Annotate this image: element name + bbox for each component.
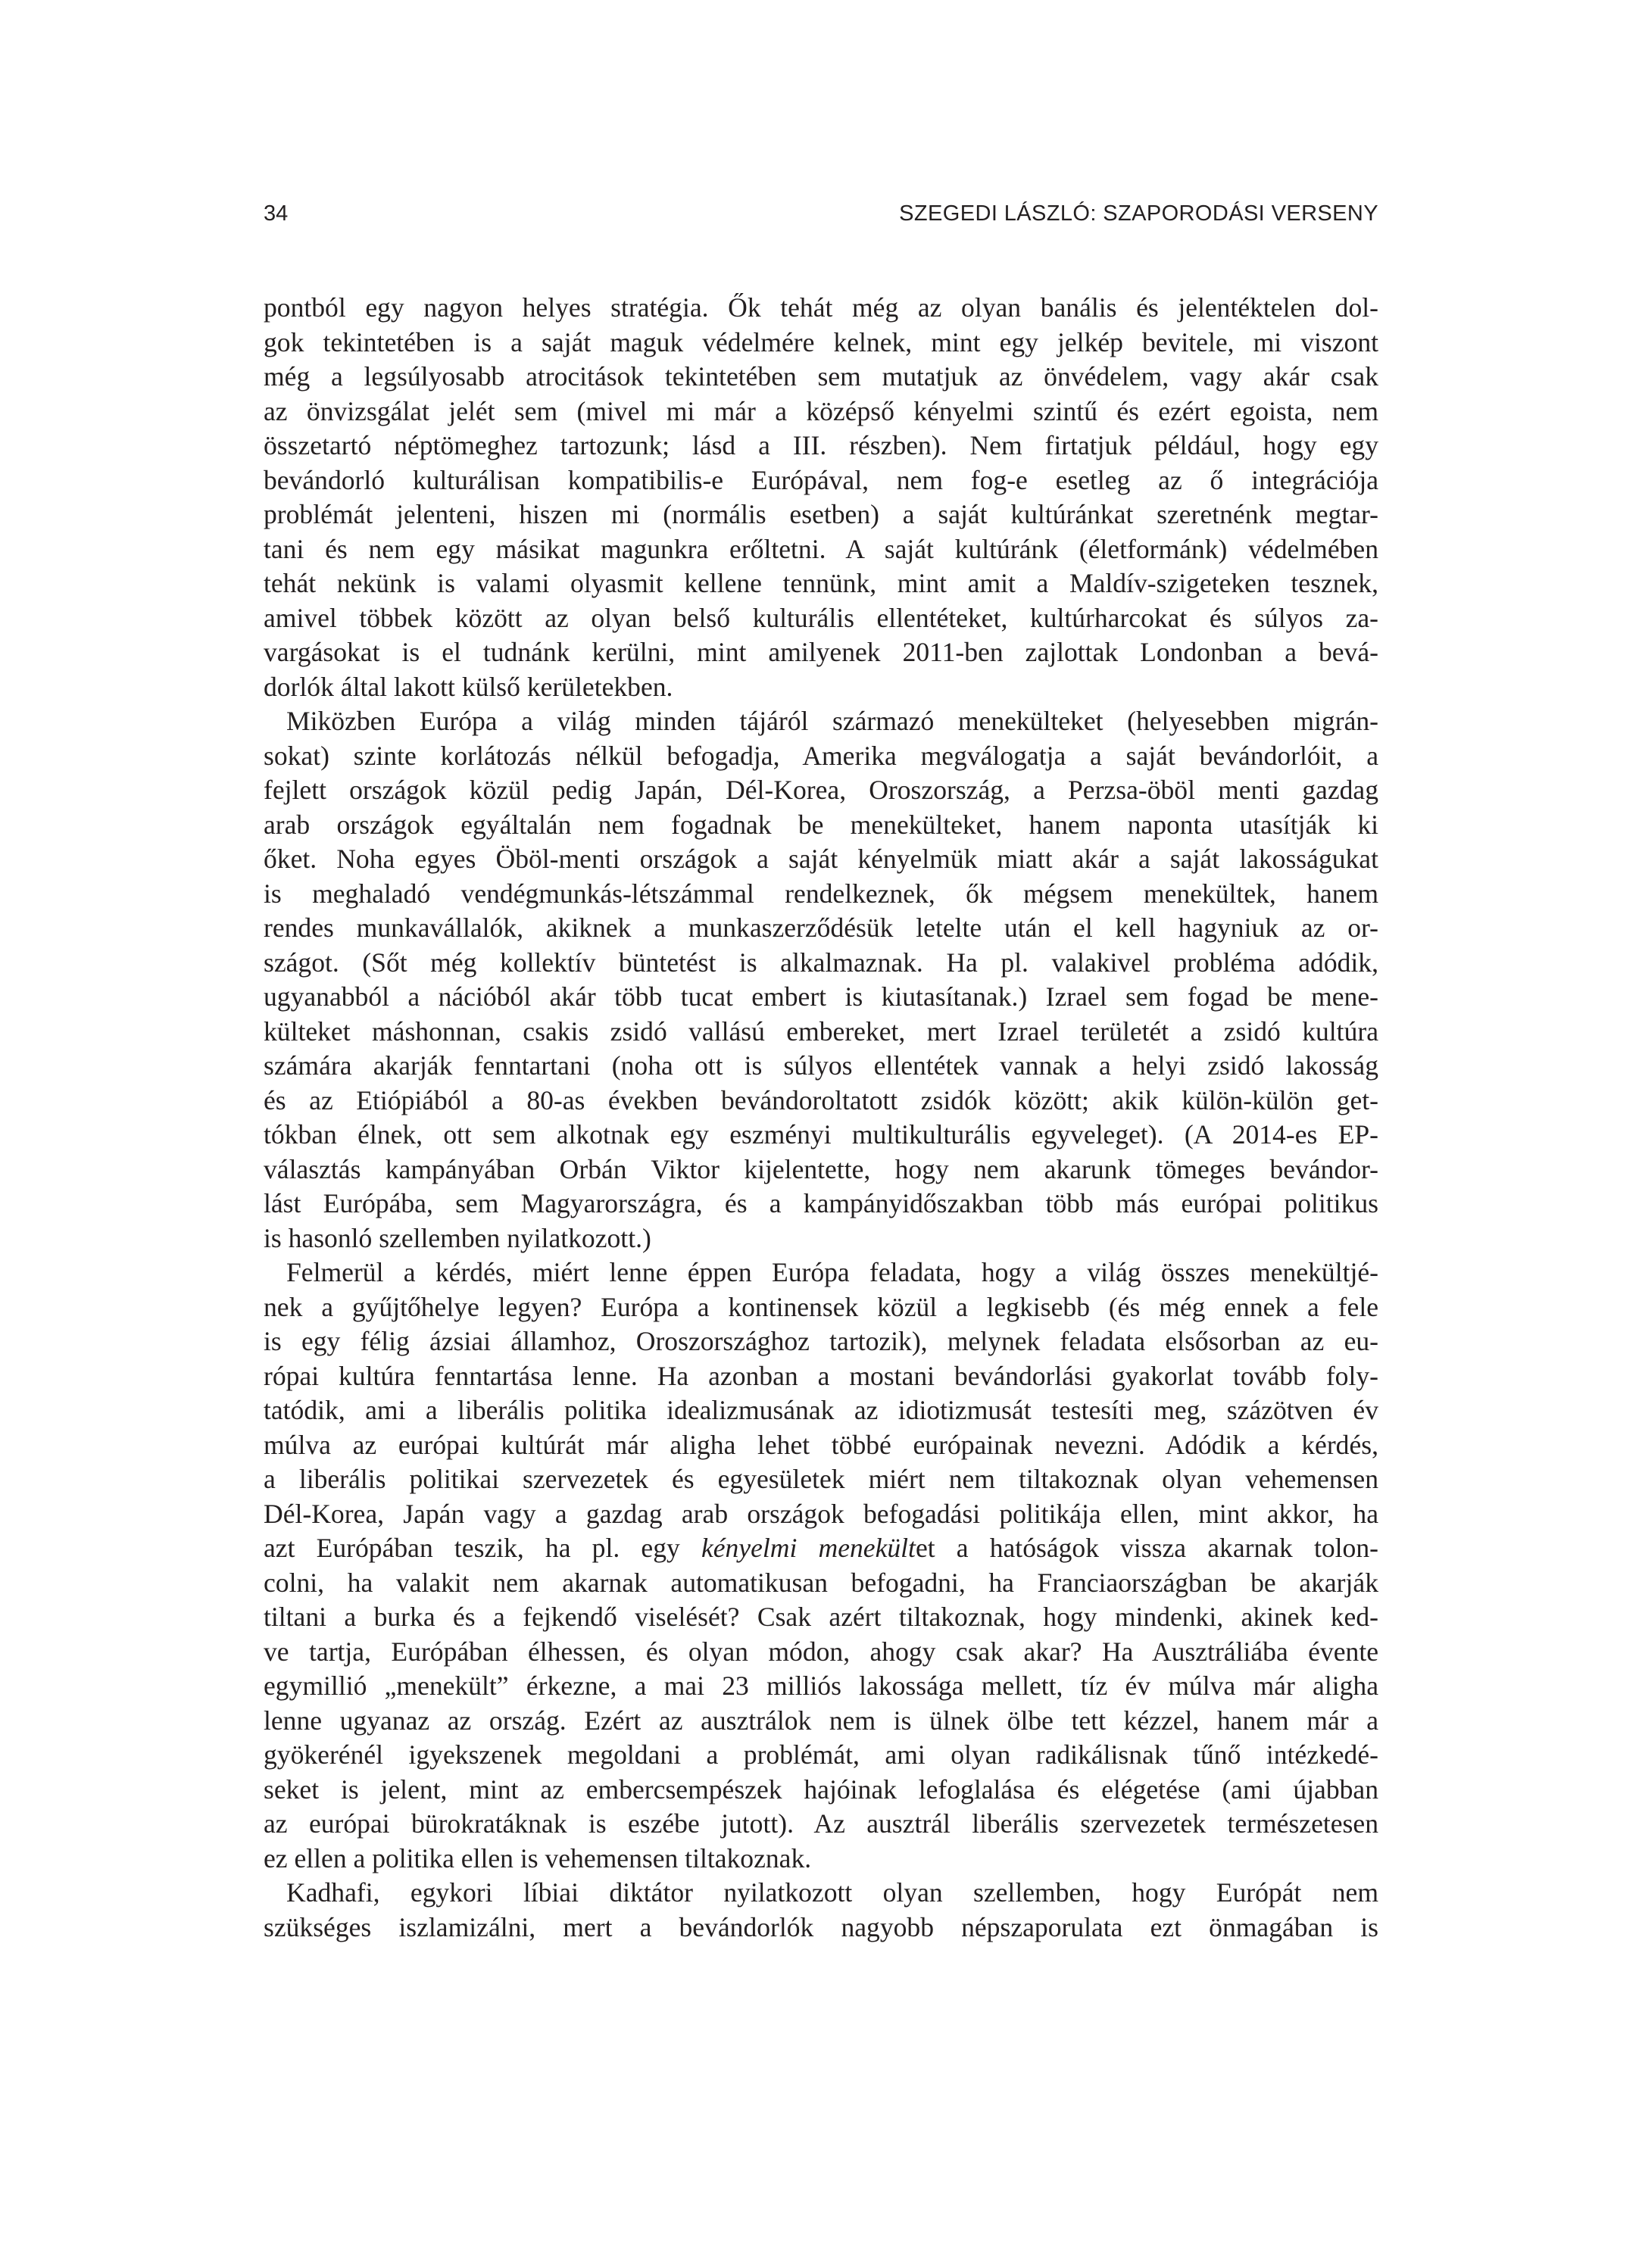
text-line: az európai bürokratáknak is eszébe jutott). Az ausztrál liberális szervezetek természetesen	[264, 1808, 1378, 1839]
text-line: rendes munkavállalók, akiknek a munkaszerződésük letelte után el kell hagyniuk az or-	[264, 913, 1378, 943]
text-line: lást Európába, sem Magyarországra, és a kampányidőszakban több más európai politikus	[264, 1188, 1378, 1218]
text-line: is egy félig ázsiai államhoz, Oroszországhoz tartozik), melynek feladata elsősorban az eu-	[264, 1326, 1378, 1356]
text-line: vargásokat is el tudnánk kerülni, mint amilyenek 2011-ben zajlottak Londonban a bevá-	[264, 637, 1378, 667]
text-line: múlva az európai kultúrát már aligha lehet többé európainak nevezni. Adódik a kérdés,	[264, 1429, 1378, 1460]
text-line: fejlett országok közül pedig Japán, Dél-Korea, Oroszország, a Perzsa-öböl menti gazdag	[264, 775, 1378, 805]
text-line: tehát nekünk is valami olyasmit kellene tennünk, mint amit a Maldív-szigeteken tesznek,	[264, 568, 1378, 598]
text-line: gyökerénél igyekszenek megoldani a problémát, ami olyan radikálisnak tűnő intézkedé-	[264, 1739, 1378, 1770]
text-line: pontból egy nagyon helyes stratégia. Ők tehát még az olyan banális és jelentéktelen dol-	[264, 292, 1378, 323]
text-line: szágot. (Sőt még kollektív büntetést is alkalmaznak. Ha pl. valakivel probléma adódik,	[264, 947, 1378, 978]
text-line: és az Etiópiából a 80-as években bevándoroltatott zsidók között; akik külön-külön get-	[264, 1084, 1378, 1115]
text-line: bevándorló kulturálisan kompatibilis-e Európával, nem fog-e esetleg az ő integrációja	[264, 464, 1378, 495]
text-line: még a legsúlyosabb atrocitások tekintetében sem mutatjuk az önvédelem, vagy akár csak	[264, 361, 1378, 392]
text-line: sokat) szinte korlátozás nélkül befogadja, Amerika megválogatja a saját bevándorlóit, a	[264, 740, 1378, 771]
text-line	[264, 1531, 1378, 1566]
text-line: tókban élnek, ott sem alkotnak egy eszményi multikulturális egyveleget). (A 2014-es EP-	[264, 1119, 1378, 1150]
text-line: egymillió „menekült” érkezne, a mai 23 milliós lakossága mellett, tíz év múlva már aligha	[264, 1671, 1378, 1701]
text-run: azt Európában teszik, ha pl. egy	[264, 1533, 701, 1563]
text-line: választás kampányában Orbán Viktor kijelentette, hogy nem akarunk tömeges bevándor-	[264, 1153, 1378, 1184]
text-line: Miközben Európa a világ minden tájáról származó menekülteket (helyesebben migrán-	[286, 706, 1378, 736]
text-line: problémát jelenteni, hiszen mi (normális esetben) a saját kultúránkat szeretnénk megtar-	[264, 499, 1378, 529]
text-line: számára akarják fenntartani (noha ott is súlyos ellentétek vannak a helyi zsidó lakosság	[264, 1050, 1378, 1081]
text-line: dorlók által lakott külső kerületekben.	[264, 671, 673, 702]
text-line: Felmerül a kérdés, miért lenne éppen Európa feladata, hogy a világ összes menekültjé-	[286, 1257, 1378, 1287]
text-line: arab országok egyáltalán nem fogadnak be menekülteket, hanem naponta utasítják ki	[264, 809, 1378, 840]
text-line: gok tekintetében is a saját maguk védelmére kelnek, mint egy jelkép bevitele, mi viszont	[264, 326, 1378, 357]
text-line: az önvizsgálat jelét sem (mivel mi már a középső kényelmi szintű és ezért egoista, nem	[264, 395, 1378, 426]
text-line: is meghaladó vendégmunkás-létszámmal rendelkeznek, ők mégsem menekültek, hanem	[264, 878, 1378, 909]
text-line: ve tartja, Európában élhessen, és olyan módon, ahogy csak akar? Ha Ausztráliába évente	[264, 1636, 1378, 1667]
text-line: Kadhafi, egykori líbiai diktátor nyilatkozott olyan szellemben, hogy Európát nem	[286, 1877, 1378, 1908]
text-line: a liberális politikai szervezetek és egyesületek miért nem tiltakoznak olyan vehemensen	[264, 1464, 1378, 1494]
text-line: seket is jelent, mint az embercsempészek hajóinak lefoglalása és elégetése (ami újabban	[264, 1774, 1378, 1805]
text-line: Dél-Korea, Japán vagy a gazdag arab országok befogadási politikája ellen, mint akkor, ha	[264, 1498, 1378, 1529]
text-line: nek a gyűjtőhelye legyen? Európa a kontinensek közül a legkisebb (és még ennek a fele	[264, 1291, 1378, 1322]
text-line: őket. Noha egyes Öböl-menti országok a saját kényelmük miatt akár a saját lakosságukat	[264, 844, 1378, 874]
text-line: colni, ha valakit nem akarnak automatikusan befogadni, ha Franciaországban be akarják	[264, 1567, 1378, 1598]
text-line: összetartó néptömeghez tartozunk; lásd a III. részben). Nem firtatjuk például, hogy egy	[264, 430, 1378, 460]
text-run: et a hatóságok vissza akarnak tolon-	[915, 1533, 1378, 1563]
body-text	[264, 291, 1378, 1945]
text-line: lenne ugyanaz az ország. Ezért az ausztrálok nem is ülnek ölbe tett kézzel, hanem már a	[264, 1705, 1378, 1736]
text-line: is hasonló szellemben nyilatkozott.)	[264, 1222, 651, 1253]
italic-term: kényelmi menekült	[701, 1533, 916, 1563]
text-line: ugyanabból a nációból akár több tucat embert is kiutasítanak.) Izrael sem fogad be mene-	[264, 981, 1378, 1012]
paragraph	[264, 291, 1378, 704]
running-header	[264, 201, 1378, 239]
running-title: SZEGEDI LÁSZLÓ: SZAPORODÁSI VERSENY	[899, 201, 1378, 226]
text-line: szükséges iszlamizálni, mert a bevándorlók nagyobb népszaporulata ezt önmagában is	[264, 1911, 1378, 1942]
text-line: rópai kultúra fenntartása lenne. Ha azonban a mostani bevándorlási gyakorlat tovább foly-	[264, 1360, 1378, 1391]
text-line: ez ellen a politika ellen is vehemensen tiltakoznak.	[264, 1842, 812, 1873]
paragraph	[264, 704, 1378, 1256]
paragraph	[264, 1256, 1378, 1876]
page-number: 34	[264, 201, 289, 226]
text-line: tani és nem egy másikat magunkra erőltetni. A saját kultúránk (életformánk) védelmében	[264, 533, 1378, 564]
text-line: külteket máshonnan, csakis zsidó vallású embereket, mert Izrael területét a zsidó kultúra	[264, 1015, 1378, 1047]
text-line: tatódik, ami a liberális politika idealizmusának az idiotizmusát testesíti meg, százötven év	[264, 1395, 1378, 1425]
text-line: tiltani a burka és a fejkendő viselését? Csak azért tiltakoznak, hogy mindenki, akinek ked-	[264, 1602, 1378, 1632]
text-line: amivel többek között az olyan belső kulturális ellentéteket, kultúrharcokat és súlyos za-	[264, 602, 1378, 633]
paragraph	[264, 1876, 1378, 1945]
